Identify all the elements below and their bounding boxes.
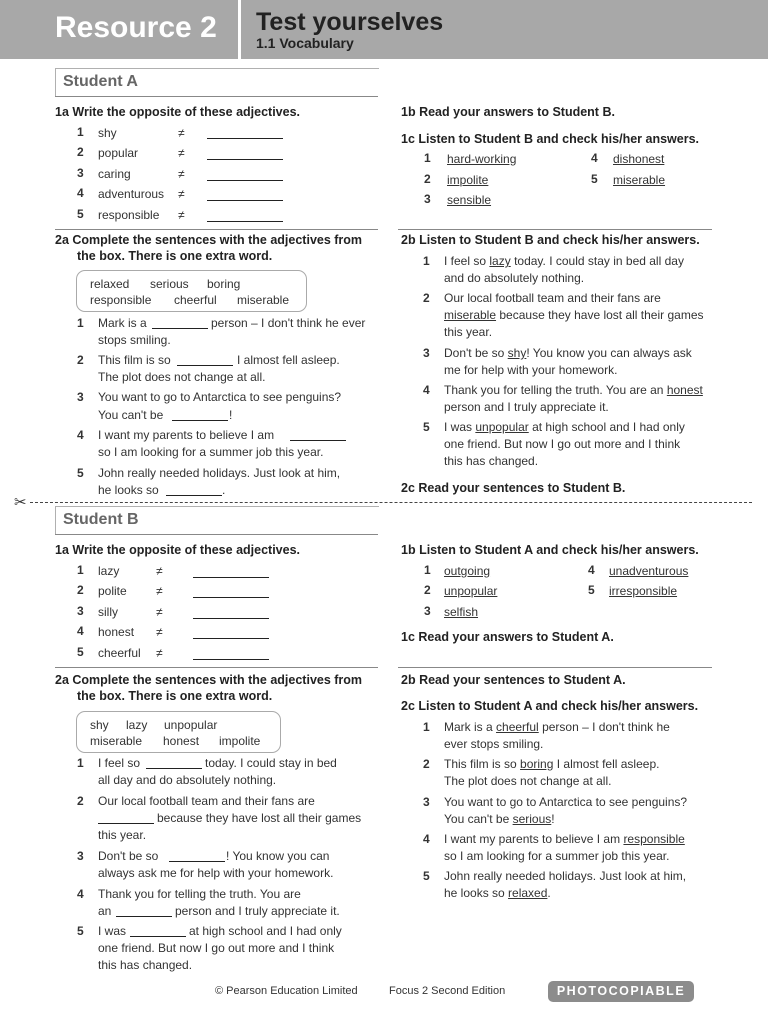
sentence-text: today. I could stay in bed — [205, 756, 337, 770]
question-text: Listen to Student B and check his/her answers. — [419, 233, 700, 247]
answer-sentence — [444, 307, 704, 324]
sentence-text: . — [222, 483, 226, 497]
item-number: 1 — [424, 563, 431, 577]
question-text: Complete the sentences with the adjectives from — [72, 673, 363, 687]
sentence-text: Mark is a — [444, 720, 493, 734]
question-b-2a — [55, 672, 362, 688]
question-number: 1b — [401, 105, 416, 119]
answer-word: sensible — [447, 193, 492, 207]
question-number: 2c — [401, 699, 415, 713]
not-equal-icon: ≠ — [178, 187, 185, 201]
item-number: 4 — [77, 186, 84, 200]
divider — [398, 667, 712, 668]
box-word: serious — [150, 277, 189, 291]
not-equal-icon: ≠ — [156, 646, 163, 660]
item-number: 2 — [424, 172, 431, 186]
answer-blank[interactable] — [169, 861, 225, 862]
answer-word: honest — [666, 383, 703, 397]
answer-blank[interactable] — [193, 638, 269, 639]
answer-blank[interactable] — [152, 328, 208, 329]
item-number: 4 — [423, 383, 430, 397]
answer-blank[interactable] — [193, 659, 269, 660]
sentence-text: Our local football team and their fans are — [444, 291, 661, 305]
sentence-text: I feel so — [444, 254, 487, 268]
answer-word: irresponsible — [609, 584, 678, 598]
sentence-text: person – I don't think he — [542, 720, 670, 734]
not-equal-icon: ≠ — [156, 564, 163, 578]
answer-sentence — [444, 419, 685, 436]
question-text: Read your sentences to Student A. — [419, 673, 626, 687]
sentence-text: John really needed holidays. Just look at him, — [444, 869, 687, 883]
sentence-text: this has changed. — [98, 958, 193, 972]
question-a-1b — [401, 104, 615, 120]
question-text: Read your answers to Student B. — [419, 105, 615, 119]
sentence-text: Our local football team and their fans are — [98, 794, 315, 808]
question-number: 2b — [401, 233, 416, 247]
question-number: 2a — [55, 673, 69, 687]
item-number: 1 — [77, 563, 84, 577]
sentence-text: person and I truly appreciate it. — [444, 400, 609, 414]
student-a-label: Student A — [63, 73, 138, 90]
answer-sentence — [444, 382, 703, 399]
resource-title: Resource 2 — [55, 11, 217, 44]
item-number: 3 — [77, 390, 84, 404]
question-text: Listen to Student A and check his/her answers. — [418, 699, 699, 713]
adjective: responsible — [98, 208, 160, 222]
item-number: 2 — [77, 794, 84, 808]
student-b-tab — [55, 506, 379, 535]
sentence-text: ! You know you can — [226, 849, 330, 863]
sentence-text: I want my parents to believe I am — [98, 428, 275, 442]
header-divider — [238, 0, 241, 59]
sentence-text: person and I truly appreciate it. — [175, 904, 340, 918]
answer-word: outgoing — [444, 564, 491, 578]
question-text: Listen to Student B and check his/her answers. — [418, 132, 700, 146]
sentence-text: and do absolutely nothing. — [444, 271, 585, 285]
answer-blank[interactable] — [207, 200, 283, 201]
answer-blank[interactable] — [146, 768, 202, 769]
adjective: caring — [98, 167, 131, 181]
item-number: 2 — [424, 583, 431, 597]
box-word: relaxed — [90, 277, 130, 291]
sentence-text: so I am looking for a summer job this year. — [98, 445, 324, 459]
answer-word: selfish — [444, 605, 479, 619]
question-number: 1a — [55, 543, 69, 557]
sentence-text: You want to go to Antarctica to see penguins? — [98, 390, 342, 404]
item-number: 3 — [77, 849, 84, 863]
item-number: 2 — [77, 583, 84, 597]
item-number: 4 — [77, 428, 84, 442]
answer-sentence — [444, 253, 684, 270]
answer-sentence — [444, 885, 551, 902]
item-number: 4 — [588, 563, 595, 577]
not-equal-icon: ≠ — [178, 146, 185, 160]
not-equal-icon: ≠ — [178, 126, 185, 140]
box-word: miserable — [90, 734, 143, 748]
item-number: 4 — [77, 624, 84, 638]
item-number: 2 — [423, 757, 430, 771]
sentence-text: This film is so — [444, 757, 517, 771]
question-b-2c — [401, 698, 698, 714]
answer-word: unpopular — [475, 420, 529, 434]
answer-blank[interactable] — [207, 221, 283, 222]
sentence-text: ! You know you can always ask — [526, 346, 692, 360]
item-number: 3 — [77, 166, 84, 180]
scissors-icon: ✂ — [14, 494, 27, 511]
answer-blank[interactable] — [193, 597, 269, 598]
sentence-text: Thank you for telling the truth. You are an — [444, 383, 664, 397]
divider — [55, 667, 378, 668]
sentence-text: at high school and I had only — [189, 924, 342, 938]
question-text-line2: the box. There is one extra word. — [77, 249, 273, 263]
question-text-line2: the box. There is one extra word. — [77, 689, 273, 703]
sentence-text: I feel so — [98, 756, 141, 770]
question-text: Read your sentences to Student B. — [418, 481, 626, 495]
not-equal-icon: ≠ — [156, 584, 163, 598]
sentence-text: he looks so — [444, 886, 505, 900]
divider — [55, 96, 378, 97]
answer-word: unpopular — [444, 584, 498, 598]
answer-blank[interactable] — [130, 936, 186, 937]
not-equal-icon: ≠ — [156, 625, 163, 639]
box-word: impolite — [219, 734, 261, 748]
box-word: honest — [163, 734, 200, 748]
sentence-text: today. I could stay in bed all day — [514, 254, 684, 268]
question-number: 2b — [401, 673, 416, 687]
not-equal-icon: ≠ — [156, 605, 163, 619]
not-equal-icon: ≠ — [178, 208, 185, 222]
item-number: 3 — [424, 604, 431, 618]
answer-blank[interactable] — [193, 577, 269, 578]
sentence-text: ! — [551, 812, 555, 826]
answer-blank[interactable] — [207, 159, 283, 160]
divider — [398, 229, 712, 230]
adjective: honest — [98, 625, 135, 639]
answer-word: miserable — [444, 308, 497, 322]
sentence-text: stops smiling. — [98, 333, 171, 347]
item-number: 1 — [77, 125, 84, 139]
item-number: 3 — [424, 192, 431, 206]
sentence-text: ! — [229, 408, 233, 422]
answer-sentence — [444, 831, 685, 848]
divider — [55, 534, 378, 535]
box-word: cheerful — [174, 293, 217, 307]
sentence-text: You can't be — [444, 812, 510, 826]
item-number: 5 — [77, 645, 84, 659]
sentence-text: John really needed holidays. Just look at him, — [98, 466, 341, 480]
sentence-text: Don't be so — [98, 849, 159, 863]
sentence-text: always ask me for help with your homework. — [98, 866, 334, 880]
item-number: 5 — [77, 466, 84, 480]
answer-blank[interactable] — [193, 618, 269, 619]
sentence-text: I was — [98, 924, 127, 938]
answer-sentence — [444, 811, 555, 828]
sentence-text: I almost fell asleep. — [556, 757, 660, 771]
answer-word: shy — [507, 346, 527, 360]
sentence-text: this year. — [98, 828, 147, 842]
sentence-text: Mark is a — [98, 316, 147, 330]
item-number: 5 — [588, 583, 595, 597]
answer-blank[interactable] — [207, 180, 283, 181]
answer-word: lazy — [489, 254, 511, 268]
answer-word: relaxed — [508, 886, 548, 900]
page-title: Test yourselves — [256, 8, 444, 36]
item-number: 1 — [424, 151, 431, 165]
item-number: 4 — [423, 832, 430, 846]
item-number: 4 — [591, 151, 598, 165]
question-b-1a — [55, 542, 300, 558]
answer-word: miserable — [613, 173, 666, 187]
question-text: Write the opposite of these adjectives. — [72, 543, 300, 557]
answer-word: boring — [520, 757, 554, 771]
item-number: 2 — [423, 291, 430, 305]
sentence-text: You can't be — [98, 408, 164, 422]
item-number: 1 — [423, 720, 430, 734]
box-word: shy — [90, 718, 109, 732]
sentence-text: I almost fell asleep. — [237, 353, 340, 367]
sentence-text: me for help with your homework. — [444, 363, 618, 377]
sentence-text: The plot does not change at all. — [444, 774, 612, 788]
item-number: 2 — [77, 353, 84, 367]
item-number: 5 — [423, 420, 430, 434]
adjective: popular — [98, 146, 139, 160]
student-b-label: Student B — [63, 511, 139, 528]
answer-blank[interactable] — [177, 365, 233, 366]
item-number: 1 — [423, 254, 430, 268]
question-b-2b — [401, 672, 626, 688]
answer-blank[interactable] — [116, 916, 172, 917]
sentence-text: one friend. But now I go out more and I think — [98, 941, 335, 955]
question-b-1c — [401, 629, 614, 645]
item-number: 4 — [77, 887, 84, 901]
item-number: 1 — [77, 756, 84, 770]
answer-sentence — [444, 719, 670, 736]
copyright: © Pearson Education Limited — [215, 985, 358, 997]
box-word: responsible — [90, 293, 152, 307]
sentence-text: so I am looking for a summer job this year. — [444, 849, 670, 863]
item-number: 5 — [591, 172, 598, 186]
item-number: 3 — [77, 604, 84, 618]
answer-blank[interactable] — [172, 420, 228, 421]
sentence-text: I want my parents to believe I am — [444, 832, 621, 846]
answer-word: dishonest — [613, 152, 665, 166]
answer-word: impolite — [447, 173, 489, 187]
not-equal-icon: ≠ — [178, 167, 185, 181]
sentence-text: You want to go to Antarctica to see penguins? — [444, 795, 688, 809]
answer-word: hard-working — [447, 152, 517, 166]
adjective: adventurous — [98, 187, 165, 201]
question-a-1c — [401, 131, 699, 147]
answer-blank[interactable] — [166, 495, 222, 496]
item-number: 5 — [77, 924, 84, 938]
sentence-text: I was — [444, 420, 473, 434]
sentence-text: an — [98, 904, 112, 918]
student-a-tab — [55, 68, 379, 97]
adjective: shy — [98, 126, 117, 140]
sentence-text: This film is so — [98, 353, 171, 367]
sentence-text: this year. — [444, 325, 493, 339]
box-word: miserable — [237, 293, 290, 307]
word-box — [76, 270, 307, 312]
item-number: 3 — [423, 795, 430, 809]
sentence-text: because they have lost all their games — [499, 308, 704, 322]
item-number: 2 — [77, 145, 84, 159]
box-word: boring — [207, 277, 241, 291]
answer-sentence — [444, 345, 692, 362]
question-a-2c — [401, 480, 625, 496]
question-number: 2a — [55, 233, 69, 247]
answer-word: serious — [512, 812, 552, 826]
question-number: 2c — [401, 481, 415, 495]
sentence-text: all day and do absolutely nothing. — [98, 773, 277, 787]
divider — [55, 229, 378, 230]
question-text: Write the opposite of these adjectives. — [72, 105, 300, 119]
question-a-2b — [401, 232, 700, 248]
question-text: Listen to Student A and check his/her answers. — [419, 543, 699, 557]
sentence-text: one friend. But now I go out more and I think — [444, 437, 681, 451]
word-box — [76, 711, 281, 753]
answer-sentence — [444, 756, 659, 773]
sentence-text: ever stops smiling. — [444, 737, 544, 751]
sentence-text: person – I don't think he ever — [211, 316, 366, 330]
sentence-text: at high school and I had only — [532, 420, 685, 434]
answer-blank[interactable] — [290, 440, 346, 441]
sentence-text: Thank you for telling the truth. You are — [98, 887, 301, 901]
question-number: 1c — [401, 630, 415, 644]
answer-word: cheerful — [496, 720, 539, 734]
adjective: silly — [98, 605, 118, 619]
page-subtitle: 1.1 Vocabulary — [256, 35, 354, 51]
question-number: 1a — [55, 105, 69, 119]
sentence-text: this has changed. — [444, 454, 539, 468]
edition: Focus 2 Second Edition — [389, 985, 506, 997]
header-bar — [0, 0, 768, 59]
item-number: 5 — [77, 207, 84, 221]
sentence-text: because they have lost all their games — [157, 811, 362, 825]
question-b-1b — [401, 542, 699, 558]
adjective: polite — [98, 584, 127, 598]
sentence-text: he looks so — [98, 483, 159, 497]
answer-blank[interactable] — [98, 823, 154, 824]
sentence-text: Don't be so — [444, 346, 505, 360]
question-a-1a — [55, 104, 300, 120]
sentence-text: The plot does not change at all. — [98, 370, 266, 384]
sentence-text: . — [547, 886, 551, 900]
item-number: 5 — [423, 869, 430, 883]
item-number: 1 — [77, 316, 84, 330]
answer-word: unadventurous — [609, 564, 689, 578]
adjective: lazy — [98, 564, 120, 578]
question-text: Complete the sentences with the adjectives from — [72, 233, 363, 247]
question-a-2a — [55, 232, 362, 248]
box-word: lazy — [126, 718, 148, 732]
answer-blank[interactable] — [207, 138, 283, 139]
photocopiable-badge: PHOTOCOPIABLE — [548, 981, 694, 1002]
box-word: unpopular — [164, 718, 218, 732]
cut-line — [30, 502, 752, 503]
item-number: 3 — [423, 346, 430, 360]
answer-word: responsible — [623, 832, 685, 846]
question-number: 1b — [401, 543, 416, 557]
question-number: 1c — [401, 132, 415, 146]
adjective: cheerful — [98, 646, 141, 660]
question-text: Read your answers to Student A. — [418, 630, 614, 644]
